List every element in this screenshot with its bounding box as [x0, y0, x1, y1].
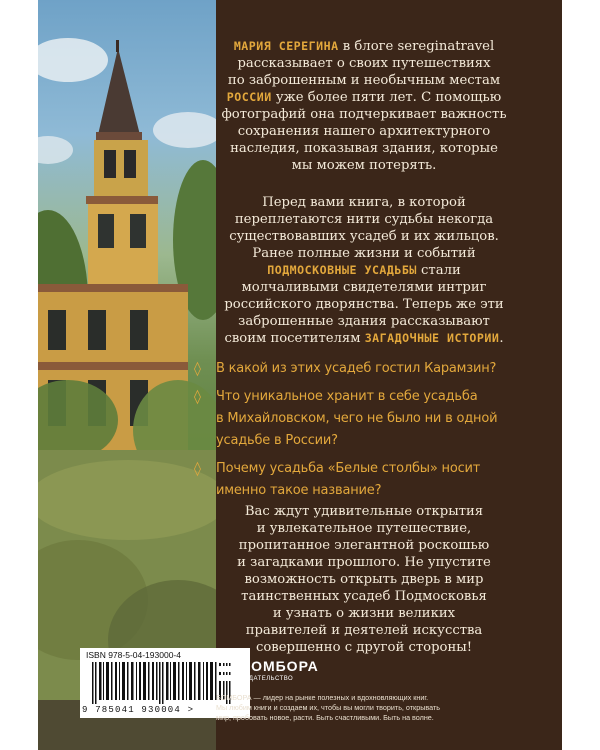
- highlight-manors: ПОДМОСКОВНЫЕ УСАДЬБЫ: [267, 263, 417, 277]
- bombora-logo-icon: [216, 656, 236, 682]
- question-text: Что уникальное хранит в себе усадьба в Михайловском, чего не было ни в одной усадьбе в России?: [216, 389, 498, 448]
- diamond-bullet-icon: ◊: [194, 361, 201, 377]
- list-item: [194, 358, 534, 380]
- question-list: [194, 358, 534, 508]
- author-name: МАРИЯ СЕРЕГИНА: [233, 39, 339, 53]
- question-text: В какой из этих усадеб гостил Карамзин?: [216, 361, 497, 376]
- list-item: [194, 386, 534, 452]
- abandoned-manor-illustration: [38, 0, 216, 750]
- publisher-logo: [216, 652, 336, 686]
- highlight-russia: РОССИИ: [226, 90, 272, 104]
- diamond-bullet-icon: ◊: [194, 461, 201, 477]
- outro-paragraph: Вас ждут удивительные открытия и увлекательное путешествие, пропитанное элегантной роскошью и загадками прошлого. Не упустите возможность открыть дверь в мир таинственных усадеб Подмосковья и узнать о жизни великих правителей и деятелей искусства совершенно с другой стороны!: [237, 504, 491, 655]
- logo-subtitle: ИЗДАТЕЛЬСТВО: [240, 676, 294, 682]
- intro-paragraph: МАРИЯ СЕРЕГИНА в блоге sereginatravel рассказывает о своих путешествиях по заброшенным и необычным местам РОССИИ уже более пяти лет. С помощью фотографий она подчеркивает важность сохранения нашего архитектурного наследия, показывая здания, которые мы можем потерять.: [221, 39, 507, 173]
- manor-photo: [38, 0, 216, 750]
- book-description-paragraph: Перед вами книга, в которой переплетаются нити судьбы некогда существовавших усадеб и их жильцов. Ранее полные жизни и событий ПОДМОСКОВНЫЕ УСАДЬБЫ стали молчаливыми свидетелями интриг российского дворянства. Теперь же эти заброшенные здания рассказывают своим посетителям ЗАГАДОЧНЫЕ ИСТОРИИ.: [224, 195, 504, 346]
- barcode-digits: 9 785041 930004 >: [82, 705, 195, 715]
- logo-name: БОМБОРА: [240, 658, 319, 674]
- question-text: Почему усадьба «Белые столбы» носит именно такое название?: [216, 461, 481, 498]
- list-item: [194, 458, 534, 502]
- isbn-number: ISBN 978-5-04-193000-4: [86, 650, 181, 660]
- highlight-stories: ЗАГАДОЧНЫЕ ИСТОРИИ: [364, 331, 500, 345]
- diamond-bullet-icon: ◊: [194, 389, 201, 405]
- publisher-blurb: БОМБОРА — лидер на рынке полезных и вдохновляющих книг. Мы любим книги и создаем их, чтобы вы могли творить, открывать мир, пробовать новое, расти. Быть счастливыми. Быть на волне.: [216, 693, 440, 722]
